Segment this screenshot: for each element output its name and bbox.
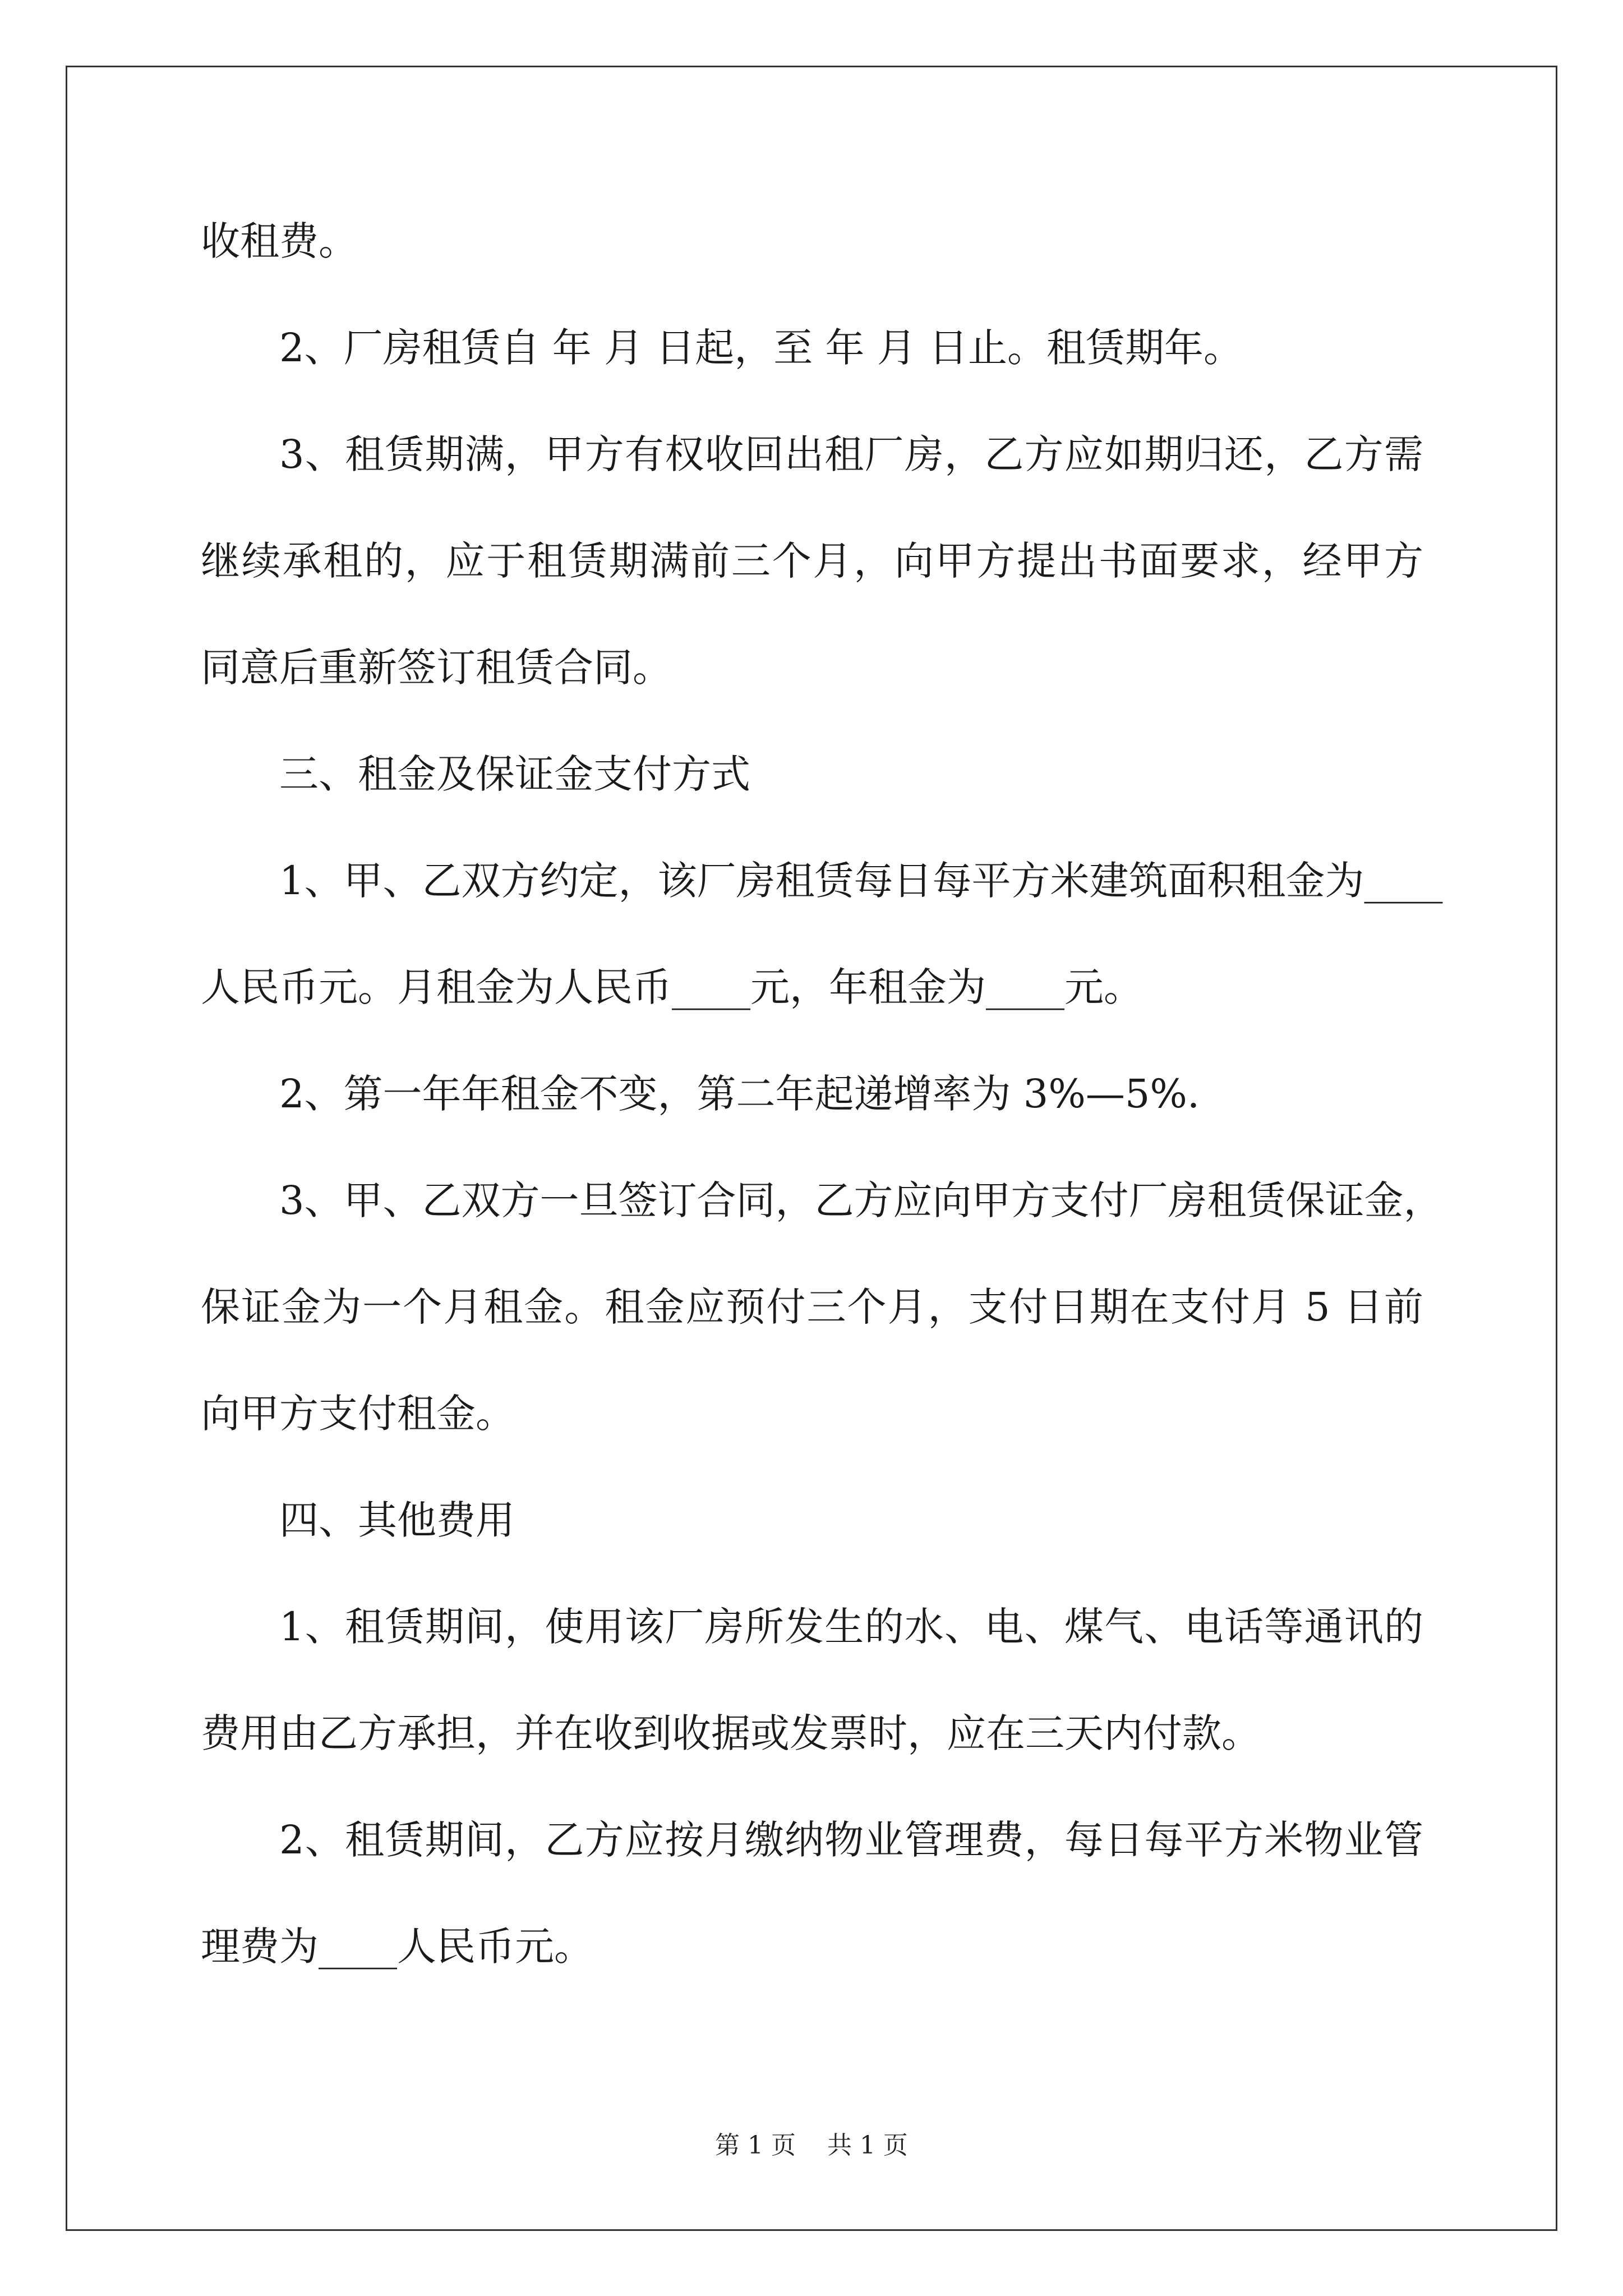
text-line-4: 继续承租的，应于租赁期满前三个月，向甲方提出书面要求，经甲方 bbox=[201, 538, 1423, 584]
text-line-7: 1、甲、乙双方约定，该厂房租赁每日每平方米建筑面积租金为____ bbox=[279, 858, 1443, 904]
text-line-17: 理费为____人民币元。 bbox=[201, 1924, 593, 1970]
page-border bbox=[66, 66, 1557, 2231]
text-line-10: 3、甲、乙双方一旦签订合同，乙方应向甲方支付厂房租赁保证金， bbox=[279, 1177, 1443, 1223]
text-line-12: 向甲方支付租金。 bbox=[201, 1391, 515, 1437]
text-line-5: 同意后重新签订租赁合同。 bbox=[201, 645, 672, 691]
text-line-11: 保证金为一个月租金。租金应预付三个月，支付日期在支付月 5 日前 bbox=[201, 1284, 1423, 1330]
section-heading-4: 四、其他费用 bbox=[279, 1497, 515, 1543]
text-line-8: 人民币元。月租金为人民币____元，年租金为____元。 bbox=[201, 964, 1143, 1010]
text-line-15: 费用由乙方承担，并在收到收据或发票时，应在三天内付款。 bbox=[201, 1710, 1261, 1756]
text-line-1: 收租费。 bbox=[201, 218, 358, 264]
section-heading-3: 三、租金及保证金支付方式 bbox=[279, 751, 750, 797]
text-line-16: 2、租赁期间，乙方应按月缴纳物业管理费，每日每平方米物业管 bbox=[279, 1817, 1423, 1863]
text-line-14: 1、租赁期间，使用该厂房所发生的水、电、煤气、电话等通讯的 bbox=[279, 1604, 1423, 1650]
page-number-footer: 第 1 页 共 1 页 bbox=[715, 2131, 908, 2160]
text-line-9: 2、第一年年租金不变，第二年起递增率为 3%—5%. bbox=[279, 1071, 1200, 1117]
text-line-3: 3、租赁期满，甲方有权收回出租厂房，乙方应如期归还，乙方需 bbox=[279, 431, 1423, 477]
text-line-2: 2、厂房租赁自 年 月 日起，至 年 月 日止。租赁期年。 bbox=[279, 325, 1243, 371]
